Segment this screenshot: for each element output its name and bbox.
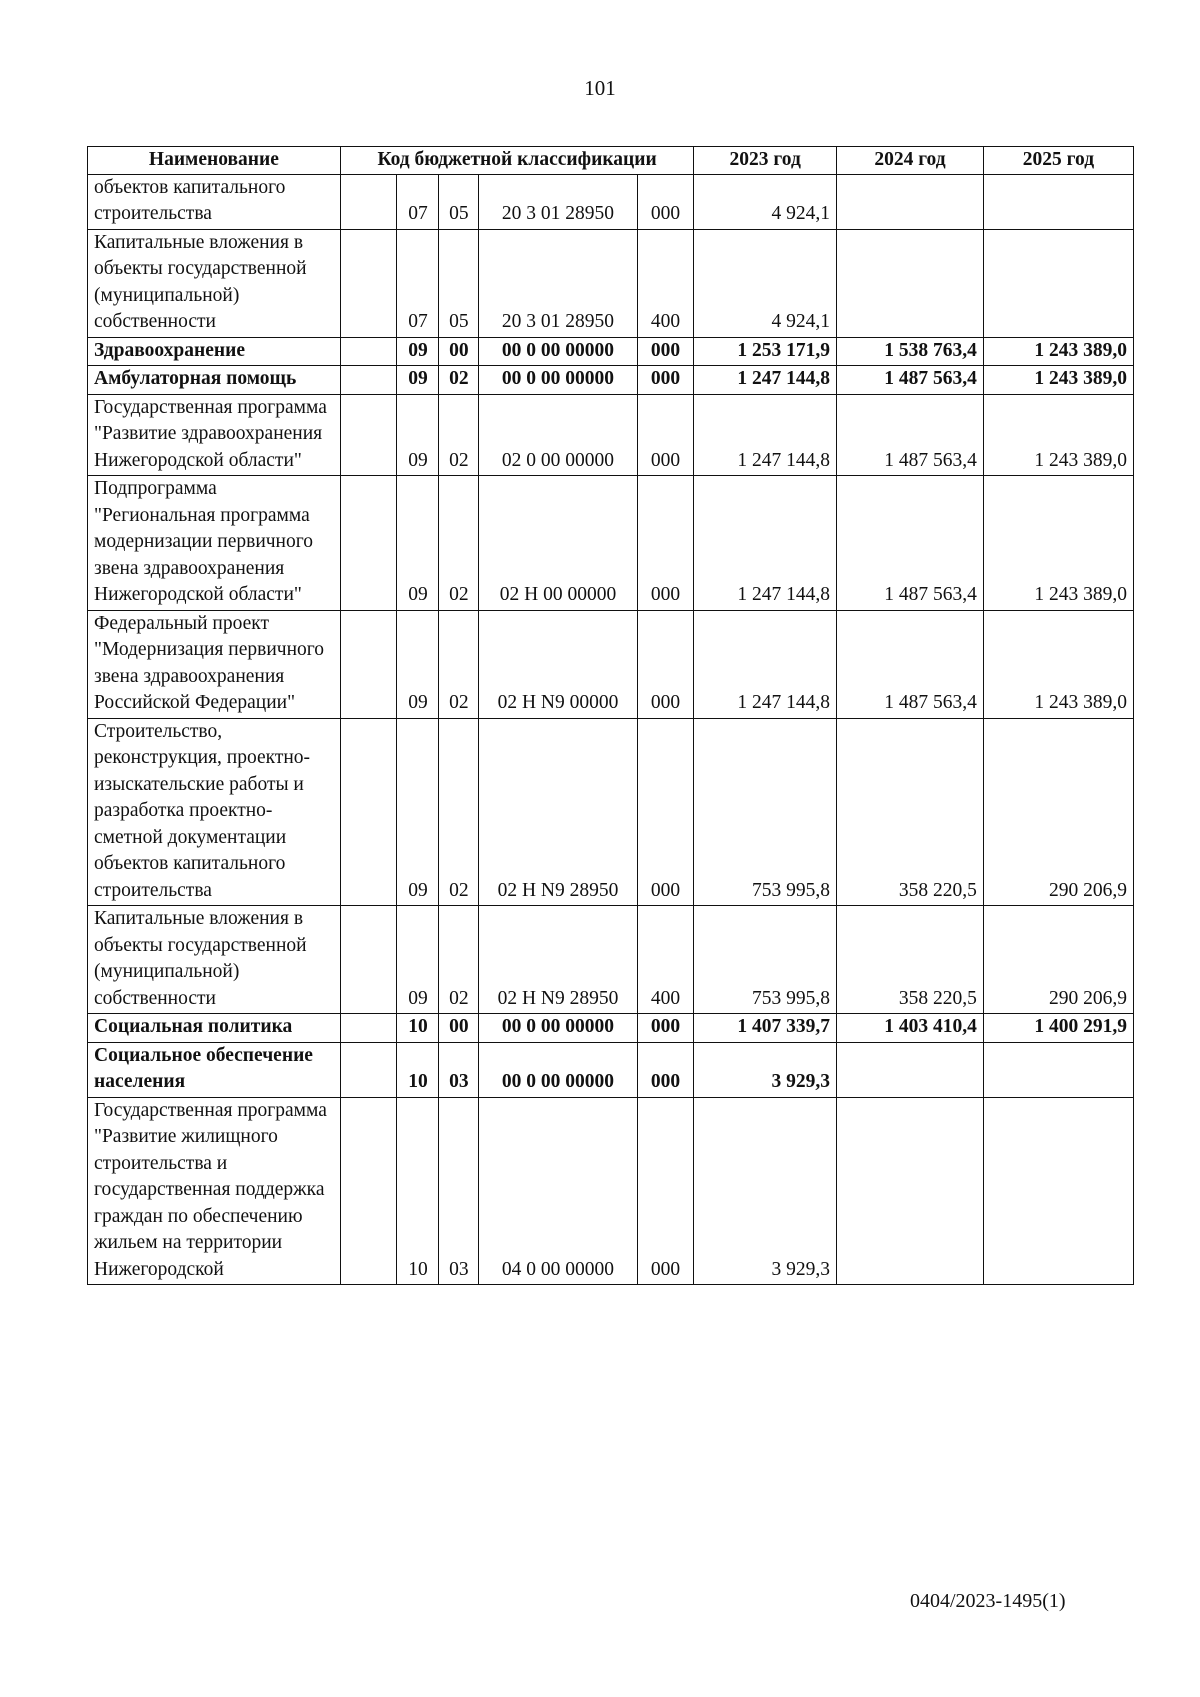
cell-subsection: 00 (439, 1014, 479, 1043)
cell-section: 10 (397, 1014, 439, 1043)
cell-target-article: 00 0 00 00000 (479, 1042, 637, 1097)
cell-target-article: 20 3 01 28950 (479, 229, 637, 337)
cell-target-article: 20 3 01 28950 (479, 174, 637, 229)
table-row (88, 1042, 1134, 1097)
cell-2025 (983, 174, 1133, 229)
cell-2025: 1 243 389,0 (983, 610, 1133, 718)
budget-table (87, 146, 1134, 1285)
cell-expense-type: 000 (637, 337, 694, 366)
cell-expense-type: 400 (637, 906, 694, 1014)
cell-target-article: 02 Н N9 00000 (479, 610, 637, 718)
table-row (88, 476, 1134, 611)
cell-2023: 1 247 144,8 (694, 394, 837, 476)
cell-blank (340, 718, 397, 906)
cell-section: 07 (397, 229, 439, 337)
table-row (88, 718, 1134, 906)
cell-2023: 1 253 171,9 (694, 337, 837, 366)
cell-blank (340, 174, 397, 229)
cell-name: Подпрограмма "Региональная программа модернизации первичного звена здравоохранения Нижегородской области" (88, 476, 341, 611)
cell-subsection: 05 (439, 229, 479, 337)
cell-section: 09 (397, 610, 439, 718)
cell-section: 10 (397, 1042, 439, 1097)
table-row (88, 1014, 1134, 1043)
cell-2023: 1 247 144,8 (694, 476, 837, 611)
cell-2025: 1 400 291,9 (983, 1014, 1133, 1043)
cell-section: 09 (397, 337, 439, 366)
table-row (88, 394, 1134, 476)
cell-expense-type: 000 (637, 1097, 694, 1285)
cell-2025: 1 243 389,0 (983, 394, 1133, 476)
cell-subsection: 02 (439, 610, 479, 718)
cell-expense-type: 000 (637, 476, 694, 611)
cell-2023: 1 247 144,8 (694, 610, 837, 718)
cell-2024: 1 538 763,4 (837, 337, 984, 366)
cell-target-article: 00 0 00 00000 (479, 337, 637, 366)
cell-name: Амбулаторная помощь (88, 366, 341, 395)
cell-target-article: 00 0 00 00000 (479, 366, 637, 395)
cell-section: 09 (397, 906, 439, 1014)
table-row (88, 337, 1134, 366)
cell-2024: 358 220,5 (837, 906, 984, 1014)
header-name: Наименование (88, 147, 341, 175)
cell-2025: 290 206,9 (983, 718, 1133, 906)
cell-subsection: 03 (439, 1042, 479, 1097)
cell-subsection: 02 (439, 366, 479, 395)
cell-expense-type: 000 (637, 1042, 694, 1097)
cell-2024: 1 487 563,4 (837, 366, 984, 395)
cell-expense-type: 000 (637, 1014, 694, 1043)
cell-blank (340, 1014, 397, 1043)
cell-2023: 3 929,3 (694, 1097, 837, 1285)
cell-section: 09 (397, 718, 439, 906)
header-2025: 2025 год (983, 147, 1133, 175)
table-row (88, 906, 1134, 1014)
cell-target-article: 02 Н 00 00000 (479, 476, 637, 611)
cell-target-article: 02 0 00 00000 (479, 394, 637, 476)
cell-subsection: 03 (439, 1097, 479, 1285)
cell-section: 07 (397, 174, 439, 229)
cell-2024: 1 487 563,4 (837, 476, 984, 611)
cell-name: объектов капитального строительства (88, 174, 341, 229)
cell-blank (340, 1042, 397, 1097)
cell-section: 09 (397, 476, 439, 611)
document-id: 0404/2023-1495(1) (910, 1590, 1066, 1612)
cell-blank (340, 366, 397, 395)
cell-subsection: 02 (439, 394, 479, 476)
cell-section: 09 (397, 394, 439, 476)
cell-section: 10 (397, 1097, 439, 1285)
cell-section: 09 (397, 366, 439, 395)
cell-subsection: 02 (439, 906, 479, 1014)
cell-2024 (837, 1097, 984, 1285)
table-row (88, 174, 1134, 229)
cell-expense-type: 400 (637, 229, 694, 337)
cell-expense-type: 000 (637, 366, 694, 395)
table-row (88, 1097, 1134, 1285)
cell-2024: 1 403 410,4 (837, 1014, 984, 1043)
table-row (88, 610, 1134, 718)
cell-target-article: 04 0 00 00000 (479, 1097, 637, 1285)
cell-expense-type: 000 (637, 610, 694, 718)
cell-2023: 4 924,1 (694, 174, 837, 229)
cell-subsection: 00 (439, 337, 479, 366)
cell-2024 (837, 229, 984, 337)
cell-name: Государственная программа "Развитие здравоохранения Нижегородской области" (88, 394, 341, 476)
table-row (88, 366, 1134, 395)
cell-2025 (983, 229, 1133, 337)
cell-blank (340, 337, 397, 366)
cell-name: Социальное обеспечение населения (88, 1042, 341, 1097)
cell-2025 (983, 1042, 1133, 1097)
cell-expense-type: 000 (637, 394, 694, 476)
cell-target-article: 00 0 00 00000 (479, 1014, 637, 1043)
cell-expense-type: 000 (637, 718, 694, 906)
page-number: 101 (584, 76, 616, 100)
cell-blank (340, 476, 397, 611)
cell-subsection: 02 (439, 476, 479, 611)
table-row (88, 229, 1134, 337)
cell-name: Социальная политика (88, 1014, 341, 1043)
cell-subsection: 05 (439, 174, 479, 229)
cell-target-article: 02 Н N9 28950 (479, 906, 637, 1014)
cell-2024: 358 220,5 (837, 718, 984, 906)
cell-2024: 1 487 563,4 (837, 610, 984, 718)
cell-2023: 753 995,8 (694, 906, 837, 1014)
cell-2024: 1 487 563,4 (837, 394, 984, 476)
cell-blank (340, 229, 397, 337)
header-2023: 2023 год (694, 147, 837, 175)
header-2024: 2024 год (837, 147, 984, 175)
cell-2025 (983, 1097, 1133, 1285)
cell-blank (340, 1097, 397, 1285)
cell-name: Федеральный проект "Модернизация первичного звена здравоохранения Российской Федерации" (88, 610, 341, 718)
cell-2025: 290 206,9 (983, 906, 1133, 1014)
header-code: Код бюджетной классификации (340, 147, 694, 175)
cell-2024 (837, 174, 984, 229)
cell-blank (340, 906, 397, 1014)
cell-target-article: 02 Н N9 28950 (479, 718, 637, 906)
cell-name: Государственная программа "Развитие жилищного строительства и государственная поддержка граждан по обеспечению жильем на территории Нижегородской (88, 1097, 341, 1285)
cell-2025: 1 243 389,0 (983, 366, 1133, 395)
cell-name: Капитальные вложения в объекты государственной (муниципальной) собственности (88, 229, 341, 337)
cell-blank (340, 394, 397, 476)
cell-2023: 1 247 144,8 (694, 366, 837, 395)
table-header-row (88, 147, 1134, 175)
cell-2023: 753 995,8 (694, 718, 837, 906)
cell-subsection: 02 (439, 718, 479, 906)
cell-expense-type: 000 (637, 174, 694, 229)
cell-2023: 3 929,3 (694, 1042, 837, 1097)
cell-name: Капитальные вложения в объекты государственной (муниципальной) собственности (88, 906, 341, 1014)
cell-name: Строительство, реконструкция, проектно-изыскательские работы и разработка проектно-сметной документации объектов капитального строительства (88, 718, 341, 906)
table-body (88, 174, 1134, 1285)
cell-2023: 4 924,1 (694, 229, 837, 337)
cell-2023: 1 407 339,7 (694, 1014, 837, 1043)
cell-blank (340, 610, 397, 718)
cell-2025: 1 243 389,0 (983, 476, 1133, 611)
cell-2025: 1 243 389,0 (983, 337, 1133, 366)
cell-name: Здравоохранение (88, 337, 341, 366)
cell-2024 (837, 1042, 984, 1097)
